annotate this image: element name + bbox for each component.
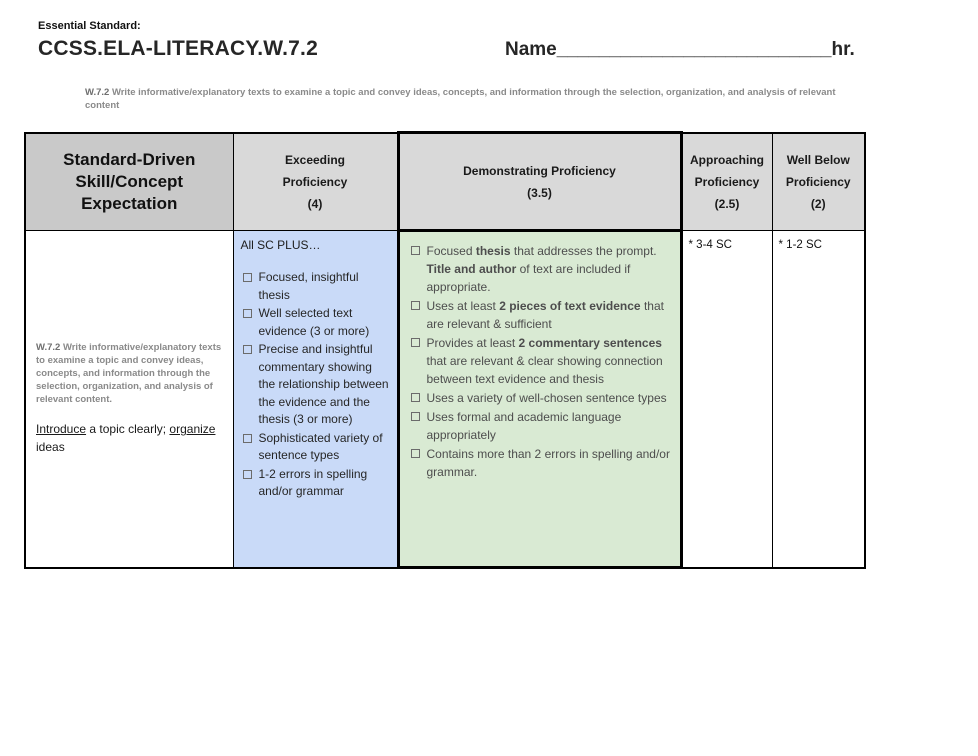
header-title: Exceeding Proficiency [282, 152, 348, 189]
checkbox-icon [411, 449, 420, 458]
header-exceeding [233, 133, 398, 231]
approaching-cell [681, 231, 772, 568]
skill-standard-ref: W.7.2 [36, 342, 61, 354]
checklist-item [241, 305, 392, 340]
checklist-item [241, 466, 392, 501]
checkbox-icon [243, 470, 252, 479]
checklist-item [409, 389, 673, 407]
checkbox-icon [243, 345, 252, 354]
checklist-item-text: Uses at least 2 pieces of text evidence that are relevant & sufficient [426, 299, 664, 331]
name-blank-line: Name__________________________hr. [505, 39, 855, 60]
header-title: Demonstrating Proficiency [463, 163, 616, 178]
checkbox-icon [411, 246, 420, 255]
checklist-item-text: Uses a variety of well-chosen sentence types [426, 391, 667, 405]
exceeding-intro: All SC PLUS… [240, 238, 321, 252]
checklist-item-text: Focused, insightful thesis [258, 270, 359, 302]
checklist-item [409, 408, 673, 444]
standard-ref: W.7.2 [85, 87, 110, 98]
checklist-item-text: Provides at least 2 commentary sentences that are relevant & clear showing connection between text evidence and thesis [426, 336, 663, 386]
demonstrating-checklist [409, 242, 673, 481]
header-title: Well Below Proficiency [785, 152, 851, 189]
checkbox-icon [243, 273, 252, 282]
checklist-item [241, 269, 392, 304]
checkbox-icon [411, 393, 420, 402]
header-approaching [681, 133, 772, 231]
exceeding-checklist [241, 269, 392, 501]
header-title: Approaching Proficiency [690, 152, 764, 189]
checklist-item-text: Well selected text evidence (3 or more) [258, 306, 370, 338]
skill-standard-text: Write informative/explanatory texts to examine a topic and convey ideas, concepts, and information through the selection, organization, and analysis of relevant content. [36, 342, 222, 406]
checkbox-icon [243, 309, 252, 318]
checklist-item [409, 334, 673, 388]
standard-title: CCSS.ELA-LITERACY.W.7.2 [38, 37, 318, 60]
checklist-item-text: Uses formal and academic language appropriately [426, 410, 622, 442]
header-standard-skill [25, 133, 233, 231]
standard-description [85, 86, 863, 112]
checklist-item [409, 297, 673, 333]
checklist-item-text: Sophisticated variety of sentence types [258, 430, 383, 462]
well-below-score-text: * 1-2 SC [778, 239, 822, 251]
header-score: (3.5) [527, 185, 552, 200]
checklist-item-text: Precise and insightful commentary showing the relationship between the evidence and the thesis (3 or more) [258, 342, 389, 426]
skill-standard-description [36, 341, 223, 406]
checklist-item [409, 445, 673, 481]
header-score: (4) [307, 196, 323, 211]
expectation-text: Introduce a topic clearly; organize ideas [36, 422, 216, 455]
header-title: Standard-Driven Skill/Concept Expectation [63, 149, 196, 213]
checklist-item [241, 341, 392, 429]
checklist-item [409, 242, 673, 296]
rubric-header-row [25, 133, 865, 231]
well-below-cell [772, 231, 865, 568]
checklist-item-text: Focused thesis that addresses the prompt. Title and author of text are included if appropriate. [426, 244, 657, 294]
checkbox-icon [411, 301, 420, 310]
exceeding-cell [233, 231, 398, 568]
demonstrating-cell [398, 231, 681, 568]
checklist-item-text: Contains more than 2 errors in spelling and/or grammar. [426, 447, 670, 479]
checkbox-icon [411, 338, 420, 347]
skill-expectation-cell [25, 231, 233, 568]
skill-cell-content [26, 231, 233, 567]
checkbox-icon [411, 412, 420, 421]
standard-text: Write informative/explanatory texts to examine a topic and convey ideas, concepts, and information through the selection, organization, and analysis of relevant content [85, 87, 836, 111]
header-score: (2.5) [714, 196, 740, 211]
checklist-item [241, 430, 392, 465]
rubric-table [24, 131, 866, 569]
rubric-body-row [25, 231, 865, 568]
header-well-below [772, 133, 865, 231]
essential-standard-label: Essential Standard: [38, 20, 141, 32]
checkbox-icon [243, 434, 252, 443]
checklist-item-text: 1-2 errors in spelling and/or grammar [258, 466, 368, 498]
approaching-score-text: * 3-4 SC [688, 239, 732, 251]
header-demonstrating [398, 133, 681, 231]
header-score: (2) [810, 196, 826, 211]
